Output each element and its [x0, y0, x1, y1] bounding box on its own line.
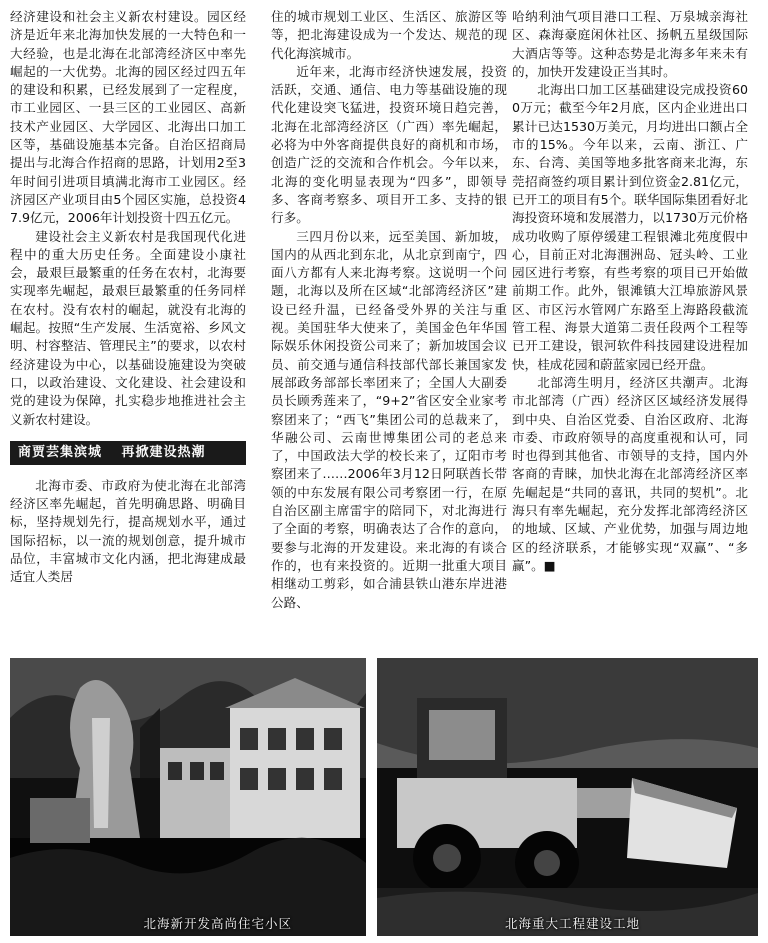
article-column-1: [10, 8, 246, 587]
photo-caption: 北海重大工程建设工地: [504, 916, 640, 931]
paragraph: 建设社会主义新农村是我国现代化进程中的重大历史任务。全面建设小康社会，最艰巨最繁重的任务在农村，北海要实现率先崛起，最艰巨最繁重的任务同样在农村。没有农村的崛起，就没有北海的崛起。按照“生产发展、生活宽裕、乡风文明、村容整洁、管理民主”的要求，以农村经济建设为中心，以基础设施建设为突破口，以政治建设、文化建设、社会建设和党的建设为保障，扎实稳步地推进社会主义新农村建设。: [10, 228, 246, 427]
paragraph: 三四月份以来，远至美国、新加坡，国内的从西北到东北，从北京到南宁，四面八方都有人来北海考察。这说明一个问题，北海以及所在区域“北部湾经济区”建设已经升温，已经备受外界的关注与重视。美国驻华大使来了，美国金色年华国际娱乐休闲投资公司来了；新加坡国会议员、前交通与通信科技部代部长兼国家发展部政务部部长率团来了；全国人大副委员长顾秀莲来了，“9+2”省区安全业家考察团来了；“西飞”集团公司的总裁来了，华融公司、云南世博集团公司的老总来了，中国政法大学的校长来了，辽阳市考察团来了……2006年3月12日阿联酋长带领的中东发展有限公司考察团一行，在原自治区副主席雷宇的陪同下，对北海进行了全面的考察，明确表达了合作的意向，要参与北海的开发建设。来北海的有谈合作的，也有来投资的。近期一批重大项目相继动工剪彩，如合浦县铁山港东岸进港公路、: [271, 228, 507, 610]
section-heading-bar: [10, 441, 246, 465]
paragraph: 哈纳利油气项目港口工程、万泉城亲海社区、森海豪庭闲休社区、扬帆五星级国际大酒店等等。这种态势是北海多年来未有的，加快开发建设正当其时。: [512, 9, 748, 79]
residential-area-photo: [10, 658, 366, 936]
construction-site-photo: [377, 658, 758, 936]
article-column-3: [512, 8, 748, 575]
article-column-2: [271, 8, 507, 612]
paragraph: 住的城市规划工业区、生活区、旅游区等等，把北海建设成为一个发达、规范的现代化海滨城市。: [271, 9, 507, 61]
paragraph: 经济建设和社会主义新农村建设。园区经济是近年来北海加快发展的一大特色和一大经验，也是北海在北部湾经济区中率先崛起的一大优势。北海的园区经过四五年的建设和积累，已经发展到了一定程度，市工业园区、一县三区的工业园区、高新技术产业园区、大学园区、北海出口加工区等，基础设施基本完备。自治区招商局提出与北海合作招商的思路，计划用2至3年时间引进项目填满北海市工业园区。经济园区产业项目由5个园区实施，总投资47.9亿元，2006年计划投资十四五亿元。: [10, 9, 246, 226]
paragraph: 北部湾生明月，经济区共潮声。北海市北部湾（广西）经济区区域经济发展得到中央、自治区党委、自治区政府、北海市委、市政府领导的高度重视和认可，同时也得到其他省、市领导的支持，国内外客商的青睐，加快北海在北部湾经济区率先崛起是“共同的喜讯，共同的契机”。北海只有率先崛起，充分发挥北部湾经济区的地域、区域、产业优势，加强与周边地区的经济联系，才能够实现“双赢”、“多赢”。■: [512, 374, 748, 573]
paragraph: 北海出口加工区基础建设完成投资600万元；截至今年2月底，区内企业进出口累计已达1530万美元，月均进出口额占全市的15%。今年以来，云南、浙江、广东、台湾、美国等地多批客商来北海，东莞招商签约项目累计到位资金2.81亿元，已开工的项目有5个。联华国际集团看好北海投资环境和发展潜力，以1730万元价格成功收购了原停缓建工程银滩北苑度假中心，目前正对北海涠洲岛、冠头岭、工业园区进行考察，有些考察的项目已开始做前期工作。此外，银滩镇大江埠旅游风景区、市区污水管网广东路至上海路段截流管工程、海景大道第二责任段两个工程等已开工建设，银河软件科技园建设进程加快，桂成花园和蔚蓝家园已经开盘。: [512, 82, 748, 372]
section-title-part-1: 商贾芸集滨城: [18, 444, 103, 460]
section-title-part-2: 再掀建设热潮: [121, 444, 206, 460]
photo-caption: 北海新开发高尚住宅小区: [143, 916, 292, 931]
construction-machinery-image: [377, 658, 758, 936]
paragraph: 近年来，北海市经济快速发展，投资活跃，交通、通信、电力等基础设施的现代化建设突飞猛进，投资环境日趋完善，北海在北部湾经济区（广西）率先崛起，必将为中外客商提供良好的商机和市场，创造广泛的交流和合作机会。今年以来，北海的变化明显表现为“四多”，即领导多、客商考察多、项目开工多、支持的银行多。: [271, 63, 507, 226]
residential-buildings-image: [10, 658, 366, 936]
paragraph: 北海市委、市政府为使北海在北部湾经济区率先崛起，首先明确思路、明确目标，坚持规划先行，提高规划水平，通过国际招标，以一流的规划创意，提升城市品位，丰富城市文化内涵，把北海建成最适宜人类居: [10, 477, 246, 585]
